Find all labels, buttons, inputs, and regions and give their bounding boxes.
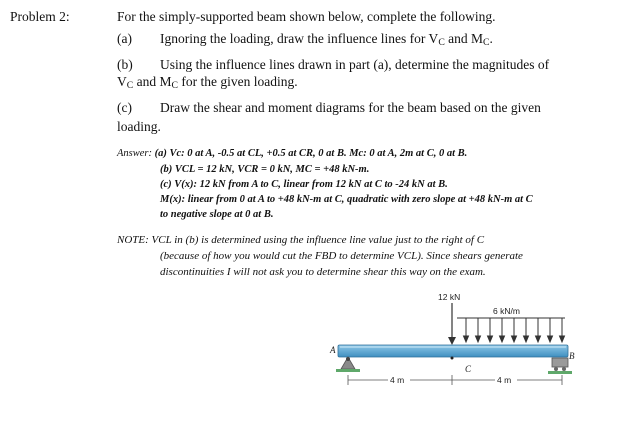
note-line2: (because of how you would cut the FBD to determine VCL). Since shears generate bbox=[160, 250, 523, 262]
span-right-label: 4 m bbox=[497, 375, 512, 385]
point-c-marker bbox=[451, 357, 454, 360]
problem-label: Problem 2: bbox=[10, 9, 70, 24]
part-c-line1: Draw the shear and moment diagrams for the beam based on the given bbox=[160, 100, 541, 115]
note-line3: discontinuities I will not ask you to determine shear this way on the exam. bbox=[160, 266, 486, 278]
support-a-label: A bbox=[330, 345, 336, 355]
part-c-tag: (c) bbox=[117, 100, 132, 115]
part-a-tag: (a) bbox=[117, 31, 132, 46]
answer-a: Answer: (a) Vc: 0 at A, -0.5 at CL, +0.5 at CR, 0 at B. Mc: 0 at A, 2m at C, 0 at B. bbox=[117, 148, 468, 159]
answer-c1: (c) V(x): 12 kN from A to C, linear from 12 kN at C to -24 kN at B. bbox=[160, 179, 448, 190]
part-b-tag: (b) bbox=[117, 57, 133, 72]
answer-c3: to negative slope at 0 at B. bbox=[160, 209, 274, 220]
left-support bbox=[336, 357, 360, 372]
part-c-line2: loading. bbox=[117, 119, 161, 134]
answer-b: (b) VCL = 12 kN, VCR = 0 kN, MC = +48 kN-m. bbox=[160, 164, 370, 175]
point-load-arrowhead bbox=[448, 337, 456, 345]
part-b-line1: Using the influence lines drawn in part (a), determine the magnitudes of bbox=[160, 57, 550, 72]
part-b-line2: $V_C$ and $M_C$ for the given loading. bbox=[117, 74, 298, 91]
dist-load-label: 6 kN/m bbox=[493, 306, 520, 316]
point-c-label: C bbox=[465, 364, 472, 374]
dist-load-arrows bbox=[464, 318, 565, 342]
point-load-label: 12 kN bbox=[438, 292, 461, 302]
part-a-text: Ignoring the loading, draw the influence lines for $V_C$ and $M_C$. bbox=[160, 31, 493, 48]
span-left-label: 4 m bbox=[390, 375, 405, 385]
answer-c2: M(x): linear from 0 at A to +48 kN-m at C, quadratic with zero slope at +48 kN-m at C bbox=[160, 194, 533, 205]
note-line1: NOTE: VCL in (b) is determined using the influence line value just to the right of C bbox=[117, 234, 485, 246]
support-b-label: B bbox=[569, 351, 575, 361]
problem-intro: For the simply-supported beam shown below, complete the following. bbox=[117, 9, 496, 24]
